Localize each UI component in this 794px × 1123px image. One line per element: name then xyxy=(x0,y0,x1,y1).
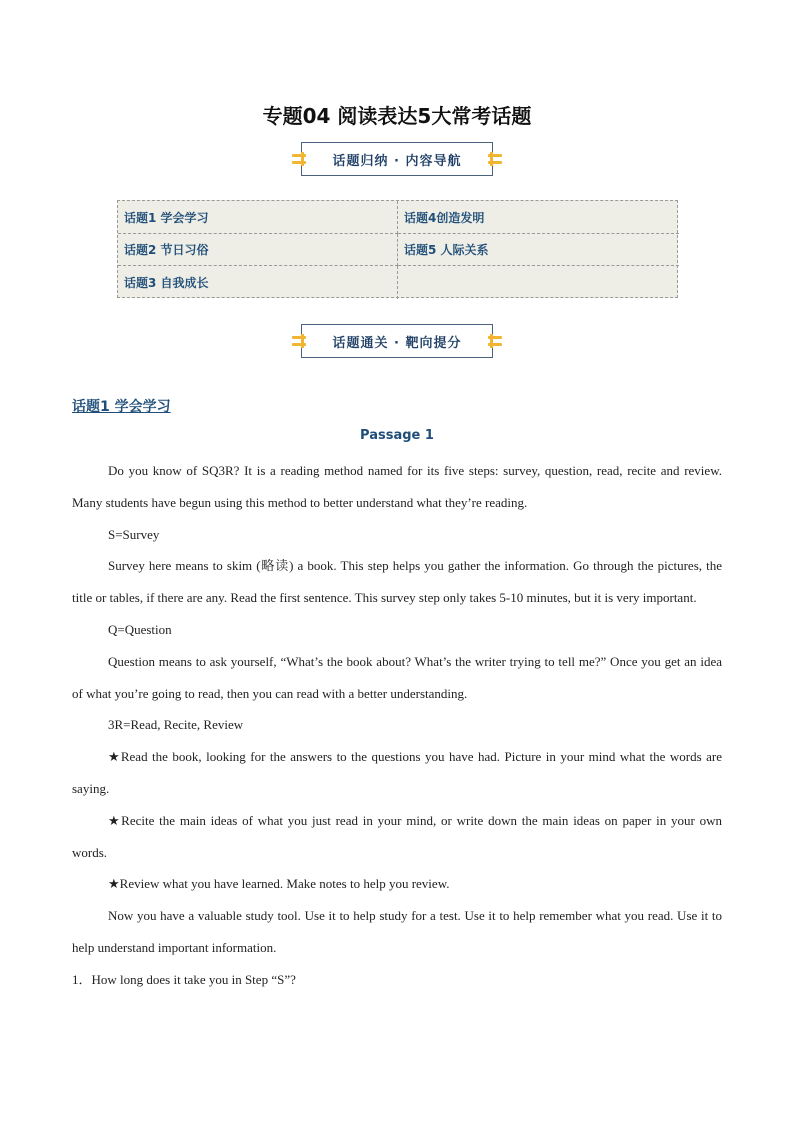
banner-decoration-icon xyxy=(488,334,502,348)
paragraph: Do you know of SQ3R? It is a reading method named for its five steps: survey, question, read, recite and review. Many students have begun using this method to better understand what they’re reading. xyxy=(72,463,722,510)
banner-decoration-icon xyxy=(292,152,306,166)
topic-link[interactable]: 话题3 自我成长 xyxy=(118,266,398,299)
paragraph: ★Recite the main ideas of what you just read in your mind, or write down the main ideas on paper in your own words. xyxy=(72,812,722,860)
banner-label: 话题归纳 · 内容导航 xyxy=(332,153,462,169)
topic-link[interactable]: 话题2 节日习俗 xyxy=(118,234,398,266)
topic-link[interactable]: 话题1 学会学习 xyxy=(118,201,398,234)
paragraph: Survey here means to skim (略读) a book. This step helps you gather the information. Go through the pictures, the title or tables, if there are any. Read the first sentence. This survey step only takes 5-10 minutes, but it is very important. xyxy=(72,558,722,606)
section-heading-link[interactable]: 话题1 学会学习 xyxy=(72,399,171,415)
paragraph: 3R=Read, Recite, Review xyxy=(108,717,244,733)
paragraph: Question means to ask yourself, “What’s the book about? What’s the writer trying to tell me?” Once you get an idea of what you’re going to read, then you can read with a better understanding. xyxy=(72,653,722,701)
paragraph: ★Review what you have learned. Make notes to help you review. xyxy=(108,876,450,892)
banner-decoration-icon xyxy=(292,334,306,348)
paragraph: ★Read the book, looking for the answers to the questions you have had. Picture in your mind what the words are saying. xyxy=(72,749,722,796)
banner-label: 话题通关 · 靶向提分 xyxy=(332,335,462,351)
section-banner-practice xyxy=(301,324,493,358)
question-1: 1．How long does it take you in Step “S”? xyxy=(72,971,296,987)
topic-table xyxy=(117,200,678,298)
page-title: 专题04 阅读表达5大常考话题 xyxy=(262,104,532,128)
paragraph: Q=Question xyxy=(108,621,172,637)
topic-empty-cell xyxy=(398,266,679,299)
passage-body xyxy=(72,455,722,996)
section-banner-navigation xyxy=(301,142,493,176)
topic-link[interactable]: 话题5 人际关系 xyxy=(398,234,679,266)
topic-link[interactable]: 话题4创造发明 xyxy=(398,201,679,234)
paragraph: S=Survey xyxy=(108,526,160,542)
banner-decoration-icon xyxy=(488,152,502,166)
passage-title: Passage 1 xyxy=(360,428,434,443)
paragraph: Now you have a valuable study tool. Use it to help study for a test. Use it to help remember what you read. Use it to help understand important information. xyxy=(72,908,722,955)
